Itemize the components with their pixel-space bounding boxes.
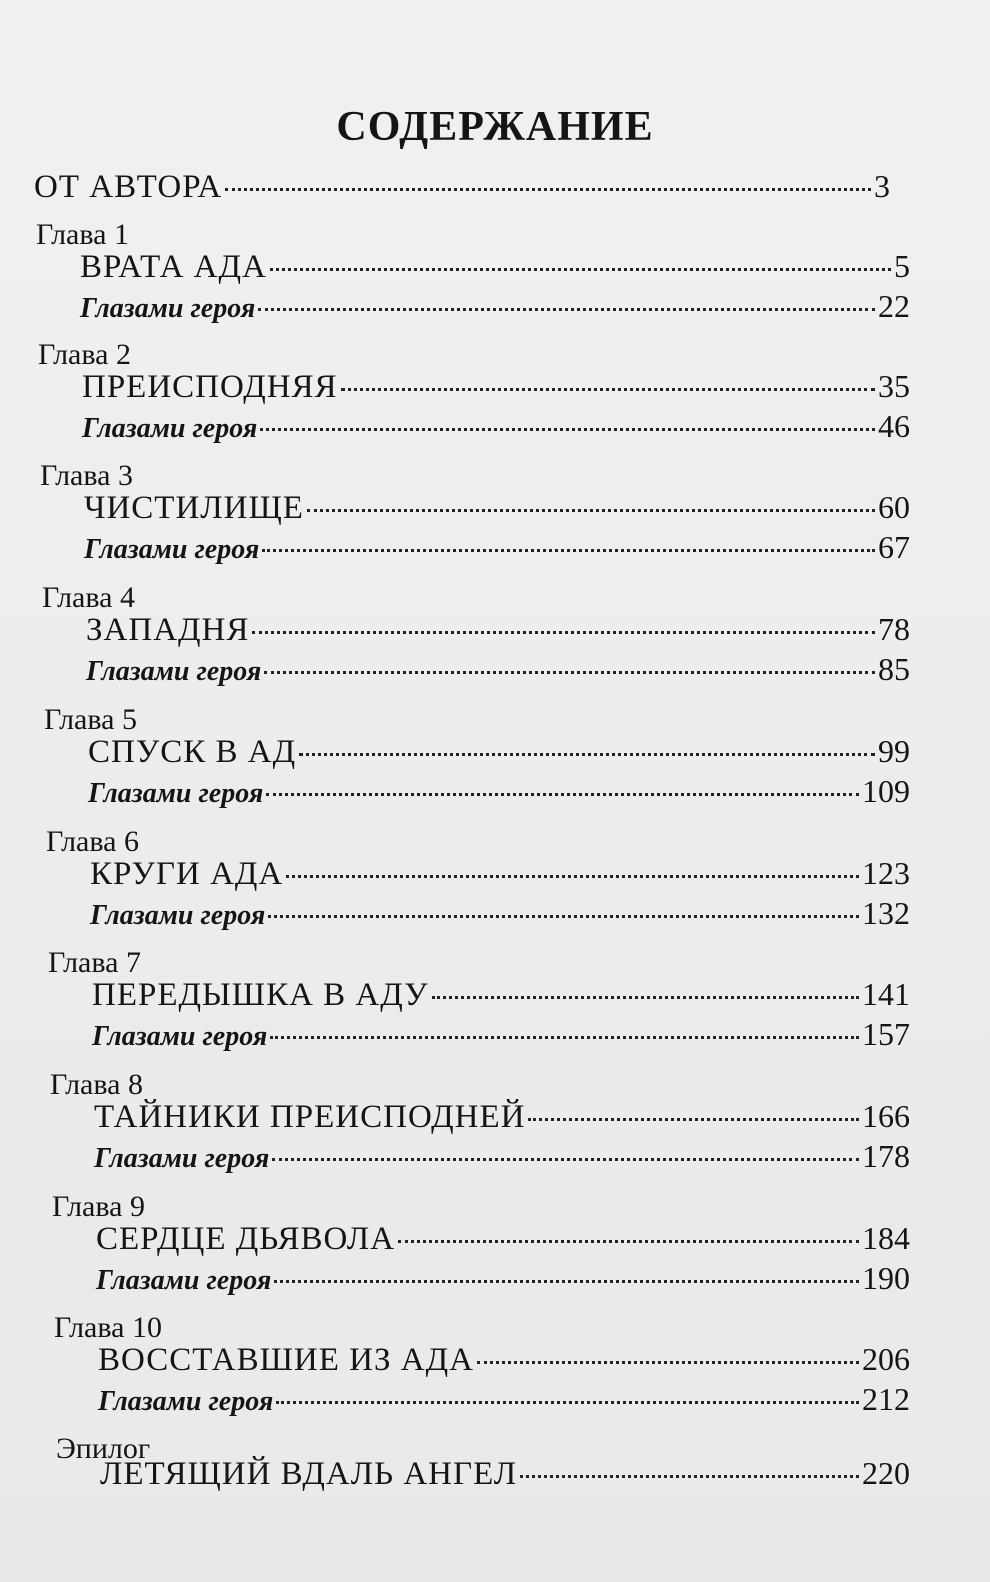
chapter-title-row-label: ПРЕИСПОДНЯЯ xyxy=(82,369,338,405)
subsection-row xyxy=(92,1016,910,1056)
page-number: 22 xyxy=(878,288,910,324)
chapter-heading: Глава 5 xyxy=(44,703,137,736)
dot-leader xyxy=(252,631,875,634)
dot-leader xyxy=(520,1475,859,1478)
subsection-row-label: Глазами героя xyxy=(98,1386,274,1417)
chapter-title-row-label: ВОССТАВШИЕ ИЗ АДА xyxy=(98,1342,474,1378)
subsection-row xyxy=(84,529,910,569)
page-number: 85 xyxy=(878,651,910,687)
chapter-title-row-label: КРУГИ АДА xyxy=(90,856,284,892)
dot-leader xyxy=(274,1280,859,1283)
subsection-row xyxy=(96,1260,910,1300)
chapter-title-row-label: СПУСК В АД xyxy=(88,734,297,770)
dot-leader xyxy=(477,1361,859,1364)
page-number: 178 xyxy=(862,1138,910,1174)
page-number: 3 xyxy=(874,168,890,204)
page-number: 99 xyxy=(878,733,910,769)
dot-leader xyxy=(268,915,859,918)
page-number: 78 xyxy=(878,611,910,647)
page-number: 190 xyxy=(862,1260,910,1296)
chapter-heading: Глава 10 xyxy=(54,1311,162,1344)
page-number: 60 xyxy=(878,489,910,525)
chapter-heading: Глава 3 xyxy=(40,459,133,492)
chapter-title-row xyxy=(84,489,910,529)
chapter-title-row xyxy=(96,1220,910,1260)
dot-leader xyxy=(341,388,875,391)
dot-leader xyxy=(432,996,859,999)
chapter-title-row-label: СЕРДЦЕ ДЬЯВОЛА xyxy=(96,1221,395,1257)
dot-leader xyxy=(270,1036,859,1039)
chapter-title-row-label: ВРАТА АДА xyxy=(80,249,267,285)
subsection-row xyxy=(98,1381,910,1421)
subsection-row-label: Глазами героя xyxy=(90,900,266,931)
page-number: 212 xyxy=(862,1381,910,1417)
chapter-title-row-label: ЧИСТИЛИЩЕ xyxy=(84,490,304,526)
page-number: 157 xyxy=(862,1016,910,1052)
page-number: 5 xyxy=(894,248,910,284)
dot-leader xyxy=(270,268,891,271)
chapter-title-row-label: ЗАПАДНЯ xyxy=(86,612,250,648)
epilogue-title-row xyxy=(100,1455,910,1495)
subsection-row xyxy=(94,1138,910,1178)
page-number: 109 xyxy=(862,773,910,809)
dot-leader xyxy=(299,753,875,756)
chapter-title-row xyxy=(88,733,910,773)
page-number: 132 xyxy=(862,895,910,931)
dot-leader xyxy=(286,875,859,878)
subsection-row-label: Глазами героя xyxy=(84,534,260,565)
chapter-heading: Глава 7 xyxy=(48,946,141,979)
subsection-row xyxy=(90,895,910,935)
chapter-title-row xyxy=(86,611,910,651)
chapter-title-row xyxy=(98,1341,910,1381)
dot-leader xyxy=(264,671,875,674)
dot-leader xyxy=(398,1240,859,1243)
subsection-row xyxy=(80,288,910,328)
page-number: 35 xyxy=(878,368,910,404)
chapter-title-row xyxy=(80,248,910,288)
page-number: 206 xyxy=(862,1341,910,1377)
dot-leader xyxy=(528,1118,859,1121)
subsection-row xyxy=(88,773,910,813)
page-number: 166 xyxy=(862,1098,910,1134)
chapter-title-row-label: ТАЙНИКИ ПРЕИСПОДНЕЙ xyxy=(94,1099,526,1135)
page-number: 184 xyxy=(862,1220,910,1256)
subsection-row-label: Глазами героя xyxy=(82,413,258,444)
subsection-row-label: Глазами героя xyxy=(88,778,264,809)
chapter-heading: Глава 8 xyxy=(50,1068,143,1101)
chapter-title-row xyxy=(82,368,910,408)
chapter-heading: Глава 6 xyxy=(46,825,139,858)
chapter-heading: Глава 1 xyxy=(36,218,129,251)
dot-leader xyxy=(258,308,875,311)
chapter-heading: Глава 9 xyxy=(52,1190,145,1223)
preface-label: ОТ АВТОРА xyxy=(34,169,223,205)
dot-leader xyxy=(276,1401,859,1404)
chapter-title-row xyxy=(92,976,910,1016)
dot-leader xyxy=(307,509,875,512)
subsection-row xyxy=(86,651,910,691)
epilogue-title-row-label: ЛЕТЯЩИЙ ВДАЛЬ АНГЕЛ xyxy=(100,1456,518,1492)
subsection-row-label: Глазами героя xyxy=(86,656,262,687)
page-number: 141 xyxy=(862,976,910,1012)
chapter-heading: Глава 2 xyxy=(38,338,131,371)
page-number: 220 xyxy=(862,1455,910,1491)
subsection-row-label: Глазами героя xyxy=(96,1265,272,1296)
page-number: 67 xyxy=(878,529,910,565)
subsection-row-label: Глазами героя xyxy=(92,1021,268,1052)
dot-leader xyxy=(266,793,859,796)
page-number: 123 xyxy=(862,855,910,891)
toc-row-preface xyxy=(34,168,890,208)
chapter-title-row xyxy=(90,855,910,895)
subsection-row-label: Глазами героя xyxy=(80,293,256,324)
subsection-row xyxy=(82,408,910,448)
page-title: СОДЕРЖАНИЕ xyxy=(336,104,654,150)
dot-leader xyxy=(272,1158,859,1161)
page-number: 46 xyxy=(878,408,910,444)
dot-leader xyxy=(260,428,875,431)
epilogue-heading: Эпилог xyxy=(56,1432,151,1465)
subsection-row-label: Глазами героя xyxy=(94,1143,270,1174)
chapter-title-row xyxy=(94,1098,910,1138)
chapter-title-row-label: ПЕРЕДЫШКА В АДУ xyxy=(92,977,429,1013)
dot-leader xyxy=(225,188,871,191)
dot-leader xyxy=(262,549,875,552)
chapter-heading: Глава 4 xyxy=(42,581,135,614)
